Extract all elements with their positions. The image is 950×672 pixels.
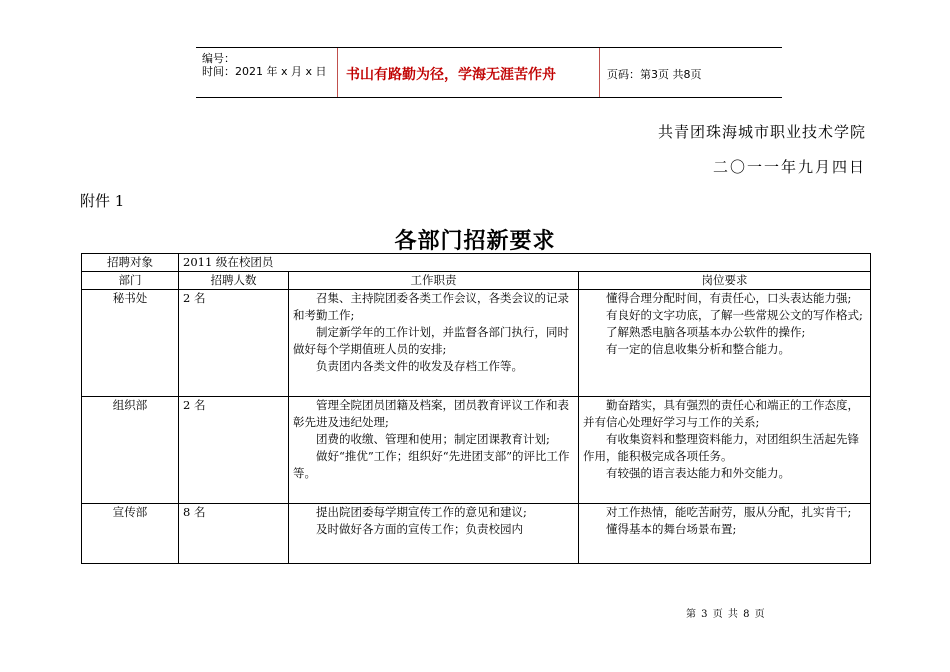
column-header: 工作职责: [289, 272, 579, 290]
requirements-cell: [579, 504, 871, 564]
duty-item: 负责团内各类文件的收发及存档工作等。: [316, 359, 523, 373]
count-cell: 2 名: [179, 290, 289, 397]
column-header: 招聘人数: [179, 272, 289, 290]
document-header: [196, 47, 782, 98]
requirement-item: 有较强的语言表达能力和外交能力。: [606, 466, 790, 480]
duties-cell: [289, 504, 579, 564]
organization-name: 共青团珠海城市职业技术学院: [657, 123, 866, 141]
header-divider: [599, 48, 600, 97]
requirements-cell: [579, 397, 871, 504]
page-footer: 第 3 页 共 8 页: [686, 609, 766, 620]
table-row: [82, 397, 871, 504]
count-cell: 2 名: [179, 397, 289, 504]
duties-cell: [289, 397, 579, 504]
header-motto: 书山有路勤为径，学海无涯苦作舟: [346, 67, 556, 83]
dept-cell: 组织部: [82, 397, 179, 504]
requirement-item: 有良好的文字功底，了解一些常规公文的写作格式;: [606, 308, 863, 322]
requirement-item: 了解熟悉电脑各项基本办公软件的操作;: [606, 325, 806, 339]
requirements-table: [81, 253, 871, 564]
column-header: 岗位要求: [579, 272, 871, 290]
dept-cell: 秘书处: [82, 290, 179, 397]
duty-item: 团费的收缴、管理和使用；制定团课教育计划;: [316, 432, 550, 446]
dept-cell: 宣传部: [82, 504, 179, 564]
target-label: 招聘对象: [82, 254, 179, 272]
table-row: [82, 254, 871, 272]
target-value: 2011 级在校团员: [179, 254, 871, 272]
requirement-item: 懂得基本的舞台场景布置;: [606, 522, 737, 536]
duty-item: 提出院团委每学期宣传工作的意见和建议;: [316, 505, 527, 519]
requirement-item: 有收集资料和整理资料能力，对团组织生活起先锋作用，能积极完成各项任务。: [583, 432, 859, 463]
duty-item: 管理全院团员团籍及档案，团员教育评议工作和表彰先进及违纪处理;: [293, 398, 569, 429]
header-page-label: 页码：第3页 共8页: [607, 68, 702, 81]
table-header-row: [82, 272, 871, 290]
header-divider: [337, 48, 338, 97]
duty-item: 做好“推优”工作；组织好“先进团支部”的评比工作等。: [293, 449, 570, 480]
header-meta: [202, 52, 327, 78]
duty-item: 及时做好各方面的宣传工作；负责校园内: [316, 522, 523, 536]
code-label: 编号：: [202, 52, 235, 65]
column-header: 部门: [82, 272, 179, 290]
duty-item: 召集、主持院团委各类工作会议，各类会议的记录和考勤工作;: [293, 291, 569, 322]
requirement-item: 懂得合理分配时间，有责任心，口头表达能力强;: [606, 291, 852, 305]
document-date: 二〇一一年九月四日: [712, 158, 866, 176]
count-cell: 8 名: [179, 504, 289, 564]
requirement-item: 有一定的信息收集分析和整合能力。: [606, 342, 790, 356]
requirement-item: 勤奋踏实，具有强烈的责任心和端正的工作态度，并有信心处理好学习与工作的关系;: [583, 398, 859, 429]
time-label: 时间：2021 年 x 月 x 日: [202, 65, 327, 78]
attachment-label: 附件 1: [80, 192, 125, 210]
duties-cell: [289, 290, 579, 397]
document-title: 各部门招新要求: [394, 229, 556, 254]
duty-item: 制定新学年的工作计划，并监督各部门执行，同时做好每个学期值班人员的安排;: [293, 325, 569, 356]
requirement-item: 对工作热情，能吃苦耐劳，服从分配，扎实肯干;: [606, 505, 852, 519]
table-row: [82, 290, 871, 397]
table-row: [82, 504, 871, 564]
requirements-cell: [579, 290, 871, 397]
